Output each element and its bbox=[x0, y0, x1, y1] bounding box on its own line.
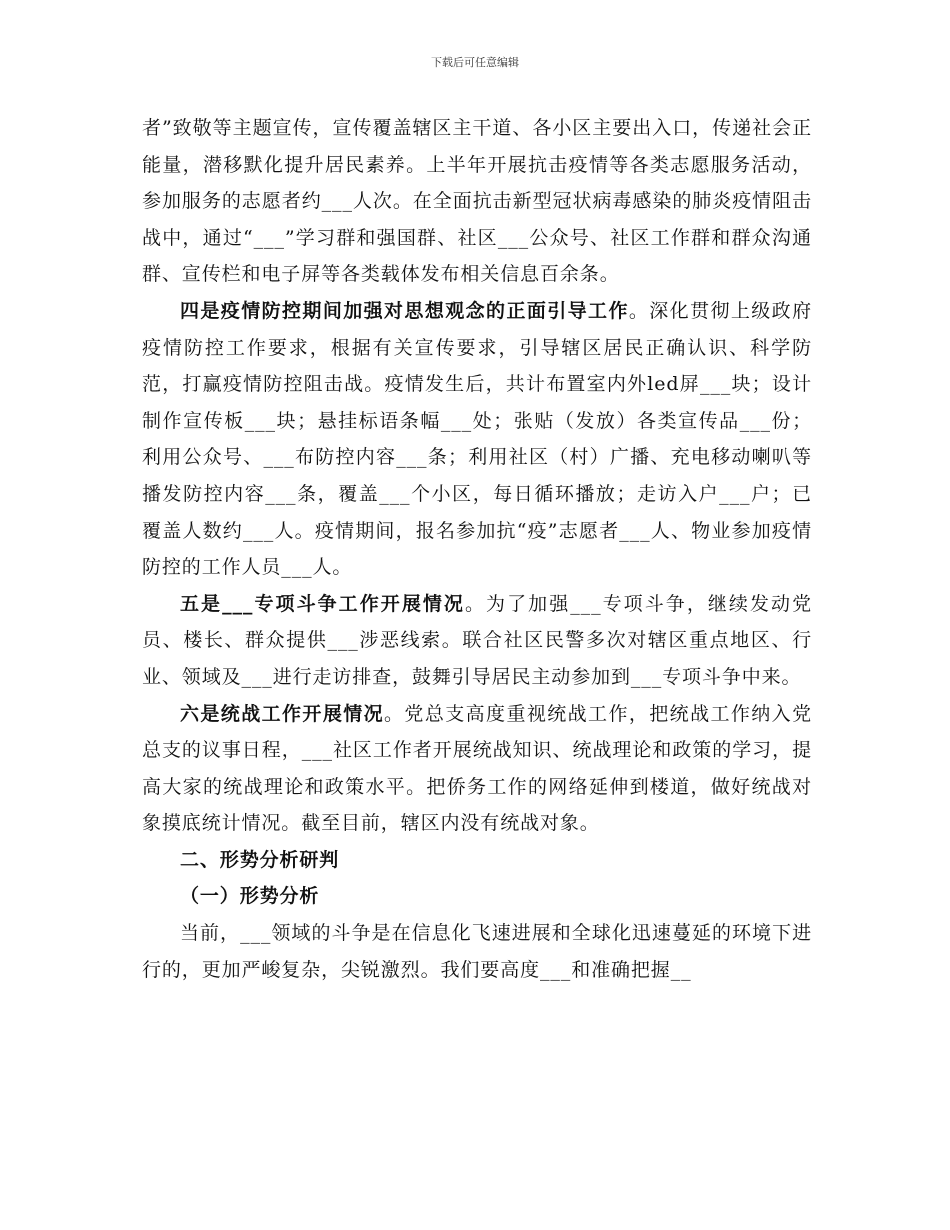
paragraph-2-lead: 四是疫情防控期间加强对思想观念的正面引导工作 bbox=[180, 299, 629, 322]
header-note: 下载后可任意编辑 bbox=[431, 56, 519, 69]
paragraph-3 bbox=[142, 586, 812, 696]
paragraph-3-body: 。为了加强___专项斗争，继续发动党员、楼长、群众提供___涉恶线索。联合社区民警多次对辖区重点地区、行业、领域及___进行走访排查，鼓舞引导居民主动参加到___专项斗争中来。 bbox=[142, 592, 812, 688]
paragraph-4 bbox=[142, 696, 812, 842]
paragraph-4-lead: 六是统战工作开展情况 bbox=[180, 702, 385, 725]
paragraph-3-lead: 五是___专项斗争工作开展情况 bbox=[180, 592, 465, 615]
paragraph-1: 者”致敬等主题宣传，宣传覆盖辖区主干道、各小区主要出入口，传递社会正能量，潜移默化提升居民素养。上半年开展抗击疫情等各类志愿服务活动，参加服务的志愿者约___人次。在全面抗击新型冠状病毒感染的肺炎疫情阻击战中，通过“___”学习群和强国群、社区___公众号、社区工作群和群众沟通群、宣传栏和电子屏等各类载体发布相关信息百余条。 bbox=[142, 117, 812, 286]
paragraph-2-body: 。深化贯彻上级政府疫情防控工作要求，根据有关宣传要求，引导辖区居民正确认识、科学防范，打赢疫情防控阻击战。疫情发生后，共计布置室内外led屏___块；设计制作宣传板___块；悬挂标语条幅___处；张贴（发放）各类宣传品___份；利用公众号、___布防控内容___条；利用社区（村）广播、充电移动喇叭等播发防控内容___条，覆盖___个小区，每日循环播放；走访入户___户；已覆盖人数约___人。疫情期间，报名参加抗“疫”志愿者___人、物业参加疫情防控的工作人员___人。 bbox=[142, 299, 812, 579]
paragraph-4-body: 。党总支高度重视统战工作，把统战工作纳入党总支的议事日程，___社区工作者开展统战知识、统战理论和政策的学习，提高大家的统战理论和政策水平。把侨务工作的网络延伸到楼道，做好统战对象摸底统计情况。截至目前，辖区内没有统战对象。 bbox=[142, 702, 812, 835]
paragraph-5: 当前，___领域的斗争是在信息化飞速进展和全球化迅速蔓延的环境下进行的，更加严峻复杂，尖锐激烈。我们要高度___和准确把握__ bbox=[142, 922, 812, 981]
document-body bbox=[142, 110, 812, 988]
paragraph-2 bbox=[142, 293, 812, 586]
section-heading: 二、形势分析研判 bbox=[180, 848, 340, 871]
subsection-heading: （一）形势分析 bbox=[180, 885, 320, 908]
